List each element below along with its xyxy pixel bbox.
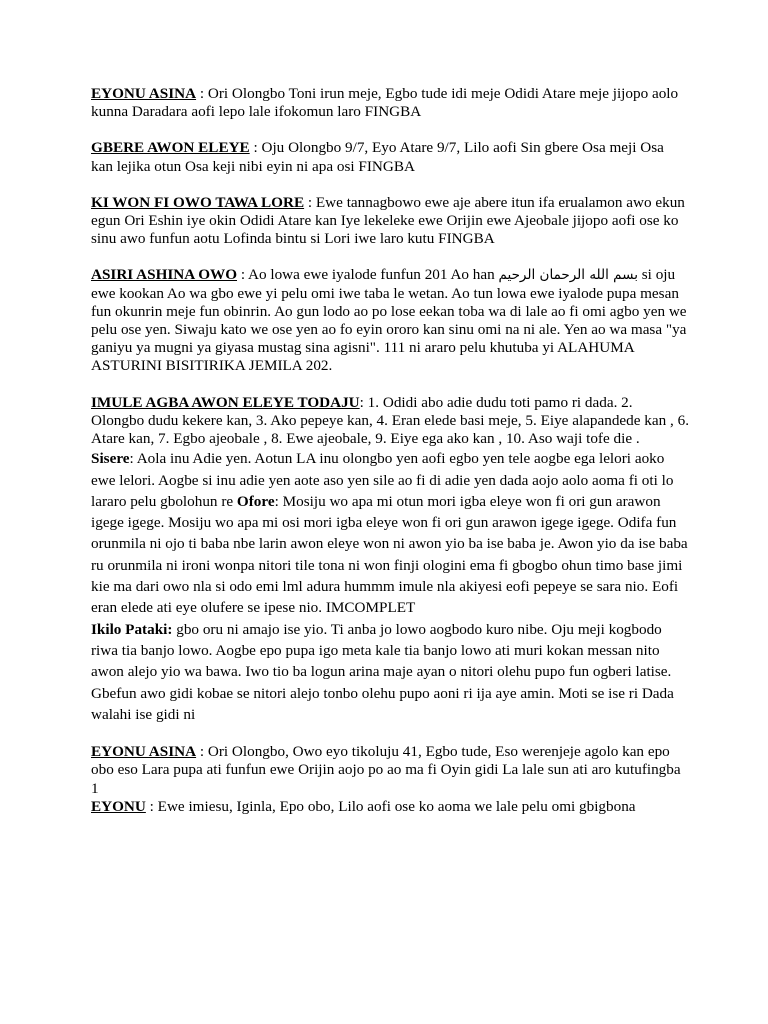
paragraph-text: : 1. Odidi abo adie dudu toti pamo ri dada. 2. Olongbo dudu kekere kan, 3. Ako pepeye kan, 4. Eran elede basi meje, 5. Eiye alapandede kan , 6. Atare kan, 7. Egbo ajeobale , 8. Ewe ajeobale, 9. Eiye ega ako kan , 10. Aso waji tofe die . — [91, 393, 690, 448]
bold-label: Sisere — [91, 450, 130, 468]
paragraph-ikilo-pataki — [91, 619, 689, 725]
section-heading: GBERE AWON ELEYE — [91, 139, 250, 157]
paragraph-sisere — [91, 448, 689, 618]
paragraph-text: : Aola inu Adie yen. Aotun LA inu olongbo yen aofi egbo yen tele aogbe ega lelori aoko ewe lelori. Aogbe si inu adie yen aote aso yen sile ao fi di adie yen dada aojo aolo aoma fi oti lo lararo pelu gbolohun re — [91, 450, 674, 510]
paragraph-gbere-awon-eleye — [91, 139, 689, 175]
section-heading: EYONU ASINA — [91, 743, 197, 761]
paragraph-eyonu-asina-2 — [91, 743, 689, 798]
bold-label: Ikilo Pataki: — [91, 620, 173, 638]
bold-label: Ofore — [236, 492, 275, 510]
paragraph-eyonu-asina — [91, 85, 689, 121]
paragraph-text: : Ori Olongbo Toni irun meje, Egbo tude idi meje Odidi Atare meje jijopo aolo kunna Daradara aofi lepo lale ifokomun laro FINGBA — [91, 85, 679, 121]
paragraph-text: gbo oru ni amajo ise yio. Ti anba jo lowo aogbodo kuro nibe. Oju meji kogbodo riwa tia banjo lowo. Aogbe epo pupa igo meta kale tia banjo lowo ati muri kokan messan nito awon alejo yio wa bawa. Iwo tio ba logun arina maje ayan o nitori olehu pupo fun ogberi latise. Gbefun awo gidi kobae se nitori alejo tonbo olehu pupo aoni ri ija aye amin. Moti se ise ri Dada walahi ise gidi ni — [91, 620, 674, 723]
document-page — [91, 85, 689, 816]
section-heading: KI WON FI OWO TAWA LORE — [91, 193, 305, 211]
section-heading: IMULE AGBA AWON ELEYE TODAJU — [91, 393, 360, 411]
paragraph-text: : Ori Olongbo, Owo eyo tikoluju 41, Egbo tude, Eso werenjeje agolo kan epo obo eso Lara pupa ati funfun ewe Orijin aojo po ao ma fi Oyin gidi La lale sun ati aro kutufingba 1 — [91, 743, 681, 797]
paragraph-text: : Ewe imiesu, Iginla, Epo obo, Lilo aofi ose ko aoma we lale pelu omi gbigbona — [145, 797, 636, 815]
paragraph-ki-won-fi-owo — [91, 194, 689, 249]
paragraph-asiri-ashina-owo — [91, 266, 689, 375]
paragraph-text: : Oju Olongbo 9/7, Eyo Atare 9/7, Lilo aofi Sin gbere Osa meji Osa kan lejika otun Osa keji nibi eyin ni apa osi FINGBA — [91, 139, 664, 175]
section-heading: ASIRI ASHINA OWO — [91, 266, 238, 284]
section-heading: EYONU ASINA — [91, 85, 197, 102]
arabic-text: بسم الله الرحمان الرحيم — [498, 267, 638, 284]
paragraph-eyonu — [91, 798, 689, 816]
paragraph-text: : Mosiju wo apa mi otun mori igba eleye won fi ori gun arawon igege igege. Mosiju wo apa mi osi mori igba eleye won fi ori gun arawon igege igege. Odifa fun orunmila ni ojo ti baba nbe larin awon eleye won ni awon yio ba ise baba je. Awon yio da ise baba ru orunmila ni ironi wonpa nitori tile tona ni won finji ologini ema fi gbogbo ohun timo base jimi kie ma dari owo nla si odo emi lml adura hummm imule nla akiyesi eofi pepeye se sara nio. Eofi eran elede ati eye olufere se ipese nio. IMCOMPLET — [91, 492, 688, 617]
paragraph-imule-agba — [91, 394, 689, 449]
paragraph-text: si oju ewe kookan Ao wa gbo ewe yi pelu omi iwe taba le wetan. Ao tun lowa ewe iyalode pupa mesan fun okunrin meje fun obinrin. Ao gun lodo ao po lose eekan toba wa di lale ao fi omi agbo yen we pelu ose yen. Siwaju kato we ose yen ao fo eyin ororo kan sinu omi na ni ale. Yen ao wa masa "ya ganiyu ya mugni ya giyasa mustag sina agisni". 111 ni araro pelu khutuba yi ALAHUMA ASTURINI BISITIRIKA JEMILA 202. — [91, 266, 687, 375]
section-heading: EYONU — [91, 797, 146, 815]
paragraph-text: : Ewe tannagbowo ewe aje abere itun ifa erualamon awo ekun egun Ori Eshin iye okin Odidi Atare kan Iye lekeleke ewe Orijin ewe Ajeobale jijopo aofi ose ko sinu awo funfun aotu Lofinda bintu si Lori iwe laro kutu FINGBA — [91, 193, 685, 248]
paragraph-text: : Ao lowa ewe iyalode funfun 201 Ao han — [237, 266, 499, 284]
